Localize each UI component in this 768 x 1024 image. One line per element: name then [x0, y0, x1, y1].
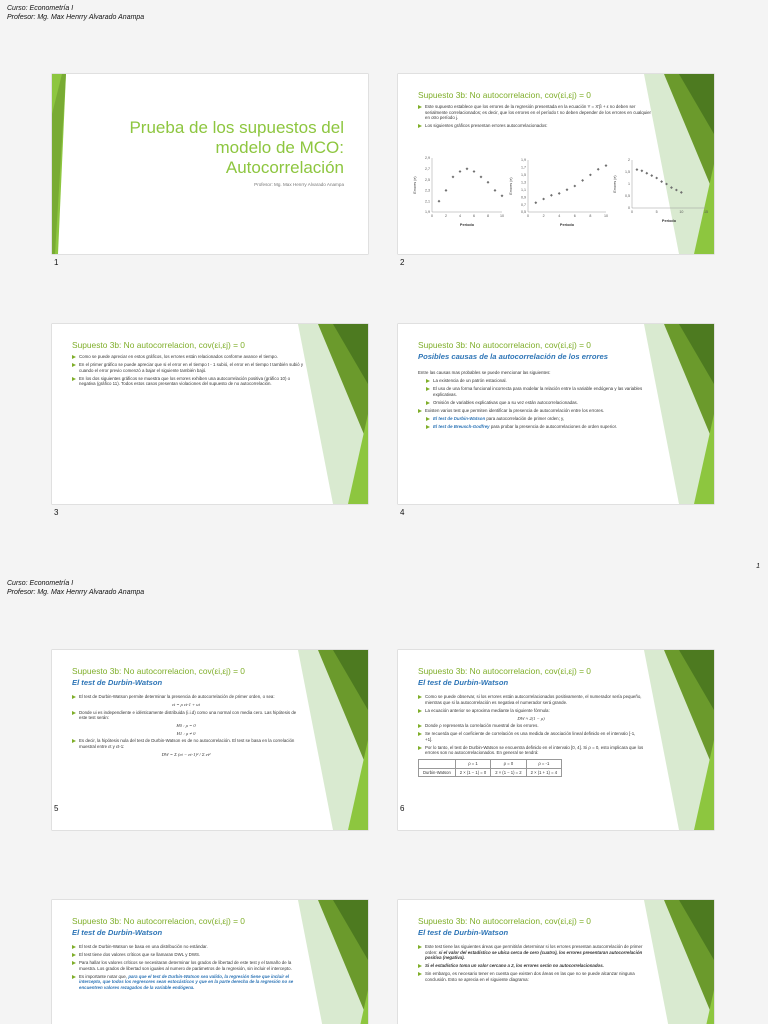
bullet: Si el estadístico toma un valor cercano a 2, los errores serán no autocorrelacionados. — [418, 963, 644, 969]
y-tick-label: 2,9 — [425, 156, 430, 161]
slide-title: Supuesto 3b: No autocorrelacion, cov(εi,εj) = 0 — [418, 666, 591, 676]
slide-body — [418, 370, 646, 431]
x-tick-label: 4 — [558, 214, 561, 218]
bullet: Es decir, la hipótesis nula del test de Durbin-Watson es de no autocorrelación. El test se basa en la correlación muestral entre εt y εt-1: — [72, 738, 300, 749]
data-point — [534, 201, 537, 204]
data-point — [581, 179, 584, 182]
slide-body — [418, 944, 644, 985]
y-axis-label: Errores (e) — [413, 176, 417, 194]
x-tick-label: 2 — [445, 214, 447, 218]
bullet: Como se puede apreciar en estos gráficos, los errores están relacionados conforme avance el tiempo. — [72, 354, 306, 360]
x-tick-label: 2 — [542, 214, 545, 218]
bullet: Este supuesto establece que los errores de la regresión presentada en la ecuación Y = X'β + ε no deben ser serialmente correlacionados; es decir, que los errores en el período t no deben depender de los errores en cualquier en otro período j. — [418, 104, 656, 121]
slide-title: Supuesto 3b: No autocorrelacion, cov(εi,εj) = 0 — [72, 916, 245, 926]
dw-table — [418, 759, 562, 777]
slide-6 — [398, 650, 714, 830]
slide-number: 5 — [54, 804, 59, 813]
table-cell: Durbin-Watson — [419, 768, 456, 777]
data-point — [660, 180, 663, 183]
slide-4 — [398, 324, 714, 504]
x-axis-label: Periodo — [559, 223, 575, 227]
data-point — [670, 186, 673, 189]
bullet: Como se puede observar, si los errores están autocorrelacionados positivamente, el numerador sería pequeño, mientras que si la autocorrelación es negativa el numerador será grande. — [418, 694, 644, 705]
page-header-top — [7, 4, 144, 22]
data-point — [636, 168, 639, 171]
bullet: El test de Durbin-Watson se basa en una distribución no estándar. — [72, 944, 298, 950]
data-point — [573, 185, 576, 188]
course-label: Curso: Econometría I — [7, 580, 74, 587]
table-cell: ρ = 0 — [491, 759, 526, 768]
table-cell: ρ = -1 — [526, 759, 561, 768]
data-point — [494, 189, 497, 192]
data-point — [438, 200, 441, 203]
x-tick-label: 10 — [679, 210, 684, 214]
y-tick-label: 2 — [628, 158, 630, 163]
x-axis-label: Periodo — [459, 223, 475, 227]
y-tick-label: 2,7 — [425, 167, 430, 171]
formula: DW ≈ 2(1 − ρ) — [517, 715, 545, 721]
data-point — [650, 174, 653, 177]
slide-7 — [52, 900, 368, 1024]
slide-subtitle: El test de Durbin-Watson — [418, 928, 509, 937]
note-plain: Es importante notar que, — [79, 973, 129, 979]
y-tick-label: 1,9 — [425, 210, 430, 215]
y-tick-label: 1,9 — [521, 158, 526, 163]
x-axis-label: Periodo — [661, 219, 677, 223]
bullet: En los dos siguientes gráficos se muestra que los errores exhiben una autocorrelación positiva (gráfico 10) o negativa (gráfico 11). Todos estos casos presentan violaciones del supuesto de no autocorrelación. — [72, 376, 306, 387]
data-point — [542, 198, 545, 201]
y-tick-label: 1,5 — [521, 173, 526, 178]
slide-body — [418, 104, 656, 131]
note-emphasis: para que el test de Durbin-Watson sea valido, la regresión tiene que incluir el intercepto, que todos los regresores sean estocásticos y que en la parte derecha de la regresión no se encuentren valores rezagados de la variable endógena. — [79, 973, 294, 990]
data-point — [605, 164, 608, 167]
equation: εt = ρ εt-1 + ut — [172, 701, 200, 707]
bullet: Sin embargo, es necesario tener en cuenta que existen dos áreas en las que no se puede alcanzar ninguna conclusión. Esto se aprecia en el siguiente diagrama: — [418, 971, 644, 982]
slide-number: 4 — [400, 508, 405, 517]
data-point — [645, 172, 648, 175]
slide-2 — [398, 74, 714, 254]
data-point — [589, 173, 592, 176]
x-tick-label: 0 — [631, 210, 633, 214]
slide-decoration — [238, 324, 368, 504]
data-point — [566, 188, 569, 191]
x-tick-label: 4 — [459, 214, 461, 218]
table-header-row — [419, 759, 562, 768]
bullet-emphasis: si el valor del estadístico se ubica cerca de cero (cuatro), los errores presentaran autocorrelación positiva (negativa). — [425, 949, 643, 961]
slide-number: 1 — [54, 258, 59, 267]
bullet: La ecuación anterior se aproxima mediante la siguiente fórmula: — [418, 708, 644, 714]
y-tick-label: 0,9 — [521, 195, 526, 200]
slide-3 — [52, 324, 368, 504]
y-tick-label: 1,3 — [521, 180, 526, 185]
test-name: El test de Breusch-Godfrey — [433, 423, 490, 429]
data-point — [501, 194, 504, 197]
slide-title: Supuesto 3b: No autocorrelacion, cov(εi,εj) = 0 — [418, 916, 591, 926]
bullet — [72, 974, 298, 991]
test-desc: para autocorrelación de primer orden; y, — [485, 415, 565, 421]
data-point — [665, 183, 668, 186]
table-row — [419, 768, 562, 777]
data-point — [466, 167, 469, 170]
data-point — [452, 175, 455, 178]
x-tick-label: 5 — [655, 210, 658, 214]
data-point — [445, 189, 448, 192]
test-name: El test de Durbin-Watson — [433, 415, 486, 421]
scatter-chart-b — [508, 156, 612, 228]
slide-title: Supuesto 3b: No autocorrelacion, cov(εi,εj) = 0 — [72, 666, 245, 676]
slide-title: Prueba de los supuestos del modelo de MCO: Autocorrelación — [129, 118, 344, 177]
bullet: Donde ρ representa la correlación muestral de los errores. — [418, 723, 644, 729]
x-tick-label: 0 — [527, 214, 529, 218]
bullet-plain: Este test tiene las siguientes áreas que permitirán determinar si los errores presentan autocorrelación de primer orden: — [425, 944, 643, 955]
intro-text: Entre las causas mas probables se puede mencionar las siguientes: — [418, 370, 551, 375]
data-point — [459, 170, 462, 173]
y-tick-label: 2,5 — [425, 177, 430, 182]
hypothesis-null: H0 : ρ = 0 — [176, 723, 196, 729]
test-desc: para probar la presencia de autocorrelaciones de orden superior. — [489, 423, 618, 429]
test-item — [426, 424, 646, 430]
slide-title: Supuesto 3b: No autocorrelacion, cov(εi,εj) = 0 — [418, 90, 591, 100]
bullet: El test tiene dos valores críticos que se llamaran DWL y DWS. — [72, 952, 298, 958]
data-point — [680, 191, 683, 194]
table-cell — [419, 759, 456, 768]
y-tick-label: 0,5 — [625, 194, 630, 199]
bullet: Para hallar los valores críticos se necesitaran determinar los grados de libertad de este test y el tamaño de la muestra. Los grados de libertad son iguales al numero de parámetros de la regresión, sin incluir el intercepto. — [72, 960, 298, 971]
x-tick-label: 10 — [500, 214, 504, 218]
slide-subtitle: Profesor: Mg. Max Henrry Alvarado Anampa — [254, 182, 344, 187]
slide-5 — [52, 650, 368, 830]
slide-subtitle: El test de Durbin-Watson — [72, 678, 163, 687]
professor-label: Profesor: Mg. Max Henrry Alvarado Anampa — [7, 14, 145, 21]
data-point — [487, 181, 490, 184]
slide-subtitle: El test de Durbin-Watson — [72, 928, 163, 937]
dw-equation: DW = Σ (et − et-1)² / Σ et² — [161, 751, 211, 757]
slide-body — [72, 944, 298, 993]
slide-body — [418, 694, 644, 777]
bullet: Por lo tanto, el test de Durbin-Watson se encuentra definido en el intervalo [0, 4]. Si ρ = 0, esto implicara que los errores son no autocorrelacionados. En general se tendrá: — [418, 745, 644, 756]
slide-number: 6 — [400, 804, 405, 813]
y-axis-label: Errores (e) — [509, 177, 513, 195]
data-point — [597, 168, 600, 171]
y-tick-label: 0,5 — [521, 210, 526, 215]
table-cell: 2 × (1 + 1) = 4 — [526, 768, 561, 777]
slide-number: 3 — [54, 508, 59, 517]
x-tick-label: 15 — [704, 210, 708, 214]
x-tick-label: 8 — [589, 214, 592, 218]
course-label: Curso: Econometría I — [7, 5, 74, 12]
x-tick-label: 0 — [431, 214, 433, 218]
x-tick-label: 10 — [604, 214, 608, 218]
x-tick-label: 6 — [473, 214, 475, 218]
x-tick-label: 8 — [487, 214, 489, 218]
data-point — [550, 194, 553, 197]
slide-number: 2 — [400, 258, 405, 267]
professor-label: Profesor: Mg. Max Henrry Alvarado Anampa — [7, 589, 145, 596]
slide-subtitle: El test de Durbin-Watson — [418, 678, 509, 687]
x-tick-label: 6 — [573, 214, 576, 218]
scatter-chart-a — [412, 154, 508, 228]
bullet: El test de Durbin-Watson permite determinar la presencia de autocorrelación de primer orden, o sea: — [72, 694, 300, 700]
cause-item: Omisión de variables explicativas que a su vez están autocorrelacionadas. — [426, 400, 646, 406]
cause-item: La existencia de un patrón estacional. — [426, 378, 646, 384]
slide-8 — [398, 900, 714, 1024]
bullet: Donde ui es independiente e idénticamente distribuida (i.i.d) como una normal con media cero. Las hipótesis de este test serán: — [72, 710, 300, 721]
y-tick-label: 1,7 — [521, 165, 526, 170]
hypothesis-alt: H1 : ρ ≠ 0 — [176, 730, 196, 736]
table-cell: 2 × (1 − 1) = 2 — [491, 768, 526, 777]
cause-item: El uso de una forma funcional incorrecta para modelar la relación entre la variable endógena y las variables explicativas. — [426, 386, 646, 397]
data-point — [473, 170, 476, 173]
y-tick-label: 2,1 — [425, 199, 430, 204]
data-point — [558, 192, 561, 195]
bullet: En el primer gráfico se puede apreciar que si el error en el tiempo t - 1 subió, el error en el tiempo t también subió y cuando el error previo comenzó a bajar el siguiente también bajó. — [72, 362, 306, 373]
bullet: Se recuerda que el coeficiente de correlación es una medida de asociación lineal definido en el intervalo [-1, +1]. — [418, 731, 644, 742]
slide-body — [72, 354, 306, 389]
data-point — [675, 189, 678, 192]
page-number: 1 — [756, 563, 760, 570]
bullet — [418, 944, 644, 961]
table-cell: 2 × (1 − 1) = 0 — [455, 768, 490, 777]
y-tick-label: 0 — [628, 206, 630, 211]
page-header-bottom — [7, 579, 144, 597]
tests-intro: Existen varios test que permiten identificar la presencia de autocorrelación entre los errores. — [418, 408, 646, 414]
y-tick-label: 1 — [628, 182, 630, 187]
slide-decoration-left — [52, 74, 66, 254]
slide-title: Supuesto 3b: No autocorrelacion, cov(εi,εj) = 0 — [418, 340, 591, 350]
slide-1 — [52, 74, 368, 254]
y-axis-label: Errores (e) — [613, 175, 617, 193]
slide-body — [72, 694, 300, 760]
y-tick-label: 2,3 — [425, 188, 430, 193]
y-tick-label: 0,7 — [521, 202, 526, 207]
data-point — [655, 177, 658, 180]
slide-title: Supuesto 3b: No autocorrelacion, cov(εi,εj) = 0 — [72, 340, 245, 350]
data-point — [480, 175, 483, 178]
data-point — [640, 169, 643, 172]
slide-subtitle: Posibles causas de la autocorrelación de los errores — [418, 352, 608, 361]
test-item — [426, 416, 646, 422]
bullet: Los siguientes gráficos presentan errores autocorrelacionados: — [418, 123, 656, 129]
table-cell: ρ = 1 — [455, 759, 490, 768]
scatter-chart-c — [612, 156, 712, 224]
y-tick-label: 1,1 — [521, 187, 526, 192]
y-tick-label: 1,5 — [625, 170, 630, 175]
